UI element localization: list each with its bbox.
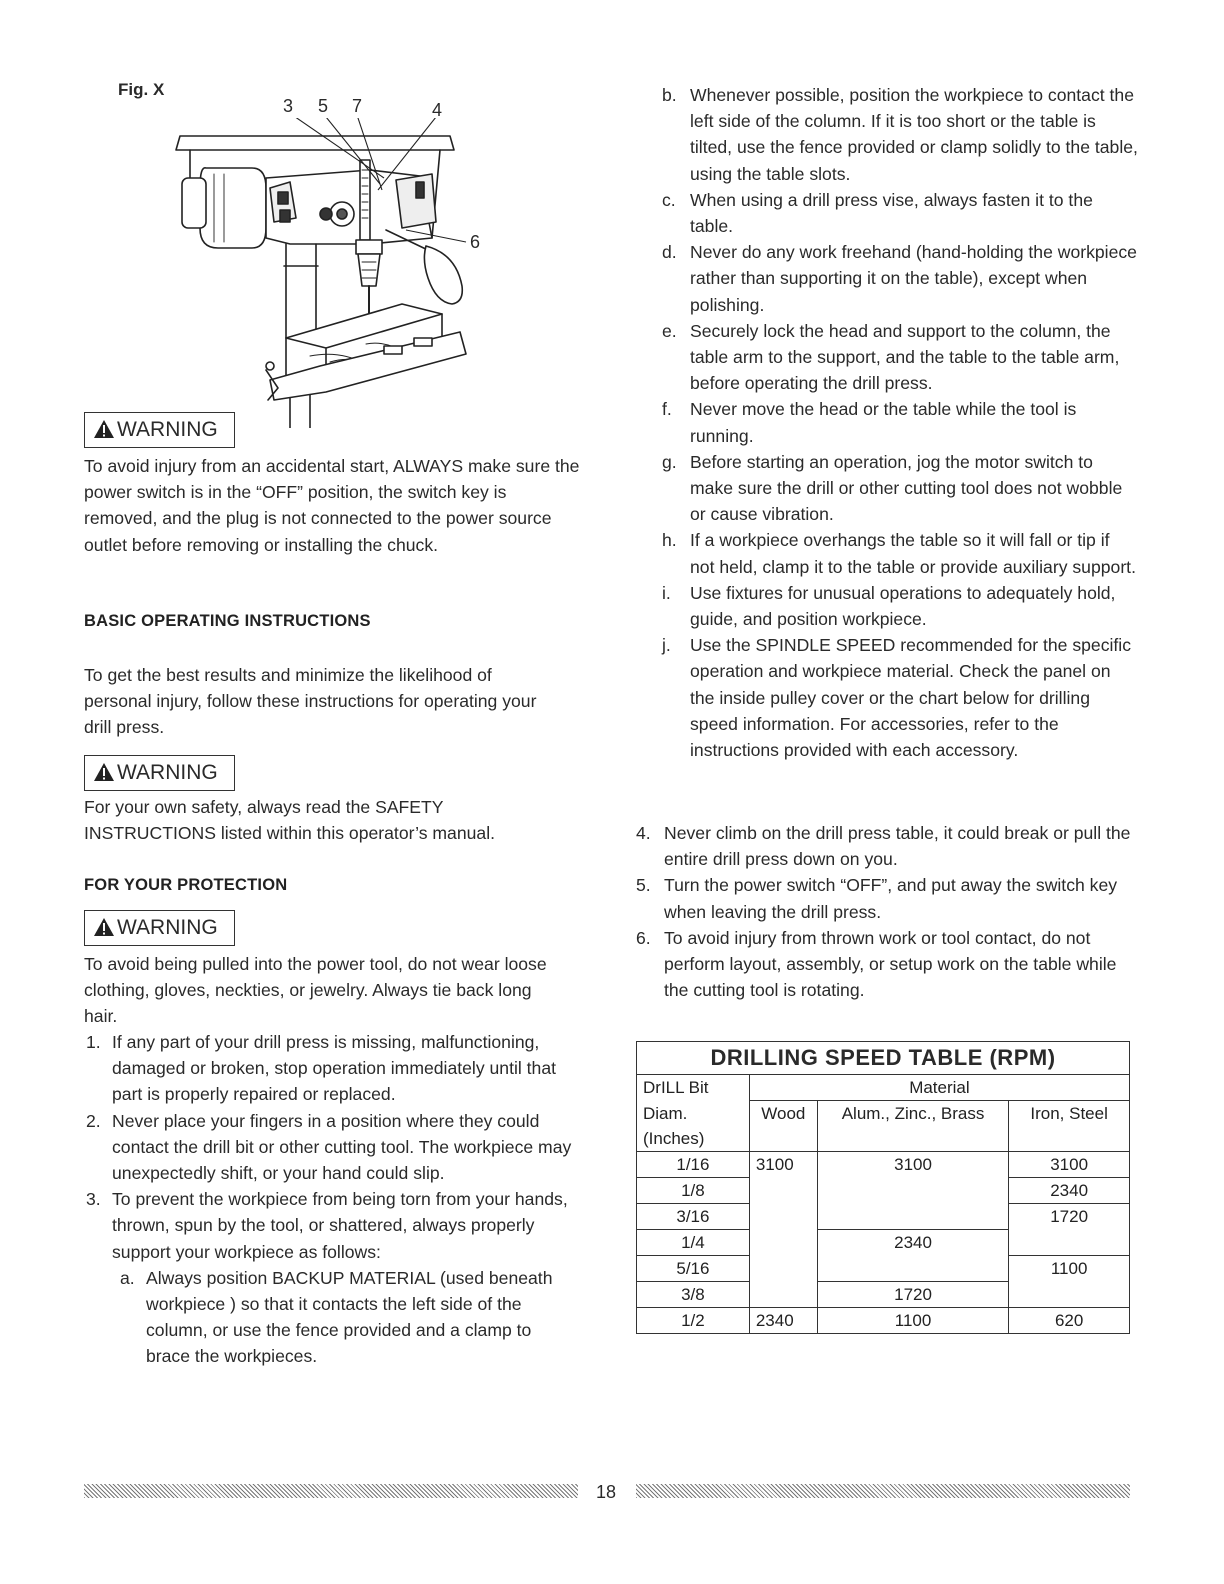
list-item [636,925,1138,1004]
substep-text: Never do any work freehand (hand-holding the workpiece rather than supporting it on the table), except when polishing. [690,242,1137,315]
drill-diam-header: Diam. [637,1101,750,1127]
substep-text: Always position BACKUP MATERIAL (used beneath workpiece ) so that it contacts the left side of the column, or use the fence provided and a clamp to brace the workpieces. [146,1267,553,1367]
iron-1720: 1720 [1009,1204,1130,1256]
list-item [662,449,1138,528]
list-item [86,1186,580,1265]
alum-2340: 2340 [817,1230,1008,1282]
callout-6: 6 [470,232,481,252]
speed-table-grid [636,1074,1130,1334]
basic-operating-heading: BASIC OPERATING INSTRUCTIONS [84,612,371,630]
size-1-4: 1/4 [637,1230,750,1256]
basic-operating-intro: To get the best results and minimize the likelihood of personal injury, follow these instructions for operating your drill press. [84,665,537,738]
size-1-16: 1/16 [637,1152,750,1178]
drill-press-illustration [170,118,470,428]
substep-text: Securely lock the head and support to the column, the table arm to the support, and the table to the table arm, before operating the drill press. [690,320,1120,394]
callout-4: 4 [432,100,443,120]
wood-3100: 3100 [749,1152,817,1308]
blank-cell [1009,1126,1130,1152]
alum-1720: 1720 [817,1282,1008,1308]
warning-text-3: To avoid being pulled into the power tool, do not wear loose clothing, gloves, neckties, or jewelry. Always tie back long hair. [84,954,547,1027]
iron-620: 620 [1009,1308,1130,1334]
size-5-16: 5/16 [637,1256,750,1282]
substep-text: If a workpiece overhangs the table so it will fall or tip if not held, clamp it to the table or provide auxiliary support. [690,530,1136,577]
substep-text: Use fixtures for unusual operations to adequately hold, guide, and position workpiece. [690,582,1116,630]
substep-letter: i. [662,582,671,603]
substep-text: Never move the head or the table while the tool is running. [690,399,1077,446]
substeps-list [662,82,1138,763]
step-number: 6. [636,927,651,948]
callout-5: 5 [318,96,329,116]
steps-list-continued [636,820,1138,1003]
steps-list [86,1029,580,1370]
blank-cell [817,1126,1008,1152]
list-item [662,187,1138,239]
step-text: To prevent the workpiece from being torn from your hands, thrown, spun by the tool, or shattered, always properly support your workpiece as follows: [112,1189,568,1262]
step-text: Never place your fingers in a position where they could contact the drill bit or other cutting tool. The workpiece may unexpectedly shift, or your hand could slip. [112,1110,572,1184]
substep-text: Use the SPINDLE SPEED recommended for the specific operation and workpiece material. Check the panel on the inside pulley cover or the chart below for drilling speed information. For accessories, refer to the instructions provided with each accessory. [690,635,1132,761]
callout-3: 3 [283,96,294,116]
warning-banner-3 [84,910,235,946]
substep-letter: c. [662,189,676,210]
list-item [662,580,1138,632]
step-number: 5. [636,875,651,896]
wood-2340: 2340 [749,1308,817,1334]
substep-text: Whenever possible, position the workpiece to contact the left side of the column. If it is too short or the table is tilted, use the fence provided or clamp solidly to the table, using the table slots. [690,85,1138,184]
column-header-iron: Iron, Steel [1030,1104,1108,1123]
column-header-wood: Wood [749,1101,817,1127]
warning-triangle-icon [93,762,115,782]
step-text: If any part of your drill press is missing, malfunctioning, damaged or broken, stop operation immediately until that part is properly repaired or replaced. [112,1032,557,1105]
size-1-8: 1/8 [637,1178,750,1204]
warning-triangle-icon [93,917,115,937]
list-item [662,527,1138,579]
warning-label: WARNING [117,761,218,784]
list-item [662,239,1138,318]
footer-rule-right [636,1484,1130,1498]
column-header-alum: Alum., Zinc., Brass [817,1101,1008,1127]
warning-text-1: To avoid injury from an accidental start, ALWAYS make sure the power switch is in the “OFF” position, the switch key is removed, and the plug is not connected to the power source outlet before removing or installing the chuck. [84,456,580,555]
callout-7: 7 [352,96,363,116]
substep-letter: h. [662,530,677,551]
iron-1100: 1100 [1009,1256,1130,1308]
list-item [662,82,1138,187]
step-text: Never climb on the drill press table, it could break or pull the entire drill press down on you. [664,823,1131,870]
page-number: 18 [596,1482,617,1502]
warning-banner-1 [84,412,235,448]
step-number: 4. [636,823,651,843]
list-item [86,1108,580,1187]
step-number: 2. [86,1110,101,1131]
list-item [636,820,1138,872]
list-item [86,1029,580,1108]
drilling-speed-table [636,1041,1130,1334]
step-text: To avoid injury from thrown work or tool contact, do not perform layout, assembly, or setup work on the table while the cutting tool is rotating. [664,927,1117,1001]
blank-cell [749,1126,817,1152]
substep-text: When using a drill press vise, always fasten it to the table. [690,189,1093,237]
alum-1100: 1100 [817,1308,1008,1334]
alum-3100: 3100 [817,1152,1008,1230]
step-number: 1. [86,1032,101,1052]
speed-table-title: DRILLING SPEED TABLE (RPM) [636,1041,1130,1074]
substep-letter: b. [662,85,677,105]
list-item [662,318,1138,397]
substep-letter: j. [662,635,671,656]
list-item [636,872,1138,924]
size-1-2: 1/2 [637,1308,750,1334]
substep-letter: f. [662,399,672,420]
substep-letter: d. [662,242,677,263]
size-3-16: 3/16 [637,1204,750,1230]
iron-2340: 2340 [1009,1178,1130,1204]
drill-inches-header: (Inches) [637,1126,750,1152]
substep-text: Before starting an operation, jog the motor switch to make sure the drill or other cutting tool does not wobble or cause vibration. [690,451,1123,525]
substep-letter: g. [662,451,677,472]
list-item [662,632,1138,763]
material-header: Material [749,1075,1129,1101]
figure-label: Fig. X [118,80,165,99]
footer-rule-left [84,1484,578,1498]
iron-3100: 3100 [1009,1152,1130,1178]
list-item [662,396,1138,448]
drill-bit-header: DrILL Bit [637,1075,750,1101]
warning-banner-2 [84,755,235,791]
substep-letter: a. [120,1267,135,1288]
protection-heading: FOR YOUR PROTECTION [84,876,288,894]
warning-label: WARNING [117,418,218,441]
size-3-8: 3/8 [637,1282,750,1308]
warning-text-2: For your own safety, always read the SAFETY INSTRUCTIONS listed within this operator’s manual. [84,797,495,844]
substep-letter: e. [662,320,677,341]
step-number: 3. [86,1189,101,1210]
step-text: Turn the power switch “OFF”, and put away the switch key when leaving the drill press. [664,875,1118,922]
warning-triangle-icon [93,419,115,439]
warning-label: WARNING [117,916,218,939]
list-item [86,1265,580,1370]
